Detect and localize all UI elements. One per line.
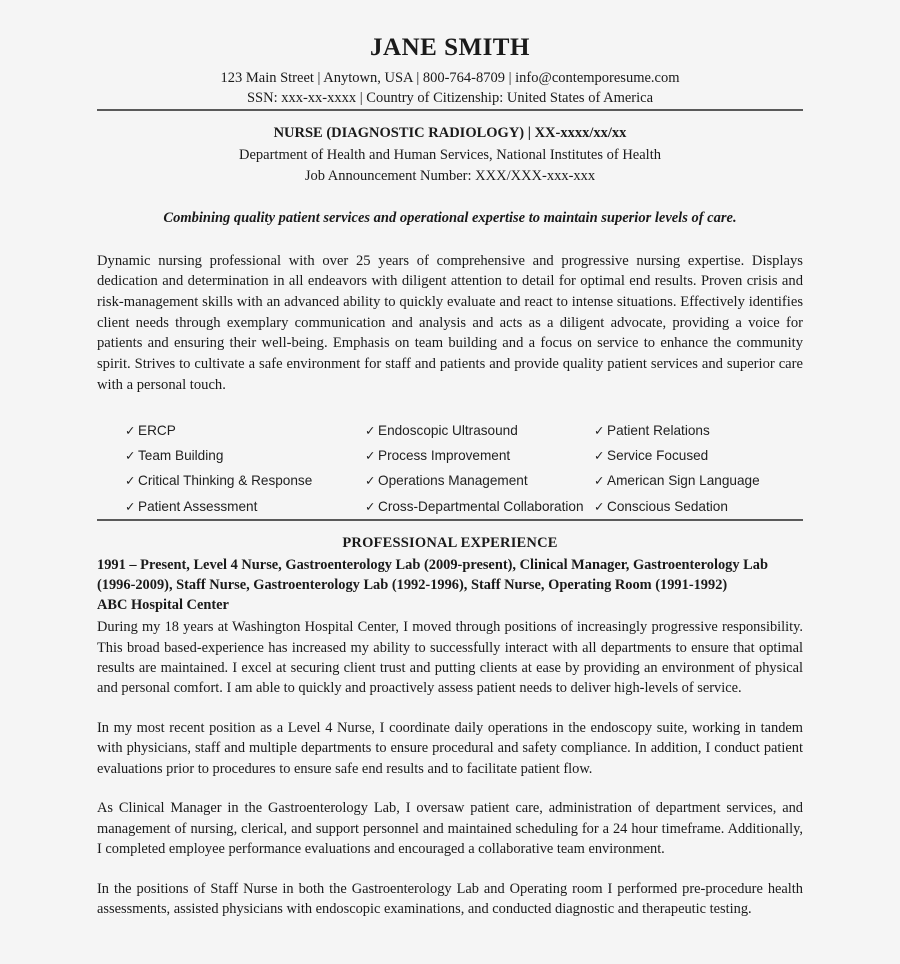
skill-label: ERCP — [138, 422, 176, 438]
checkmark-icon: ✓ — [365, 473, 376, 489]
experience-paragraph-2: In my most recent position as a Level 4 Nurse, I coordinate daily operations in the endoscopy suite, working in tandem with physicians, staff and multiple departments to ensure procedural and safety compliance. In addition, I conduct patient evaluations prior to procedures to ensure safe end results and to facilitate patient flow. — [97, 719, 803, 777]
experience-paragraph-4: In the positions of Staff Nurse in both the Gastroenterology Lab and Operating room I performed pre-procedure health assessments, assisted physicians with endoscopic examinations, and conducted diagnostic and therapeutic testing. — [97, 880, 803, 918]
skill-label: Endoscopic Ultrasound — [378, 422, 518, 438]
contact-line-ssn: SSN: xxx-xx-xxxx | Country of Citizenship: United States of America — [246, 90, 654, 107]
experience-paragraph-3: As Clinical Manager in the Gastroenterology Lab, I oversaw patient care, administration of department services, and management of nursing, clerical, and support personnel and maintained scheduling for a 24 hour timeframe. Additionally, I completed employee performance evaluations and encouraged a collaborative team environment. — [97, 800, 803, 858]
checkmark-icon: ✓ — [594, 498, 605, 514]
checkmark-icon: ✓ — [125, 447, 136, 463]
skill-item — [125, 468, 365, 493]
skill-item — [125, 494, 365, 519]
skill-item — [365, 443, 594, 468]
skill-label: Patient Assessment — [138, 498, 258, 514]
posting-announcement-number: Job Announcement Number: XXX/XXX-xxx-xxx — [304, 167, 596, 184]
skill-item — [365, 494, 594, 519]
skill-item — [365, 468, 594, 493]
skill-item — [594, 468, 803, 493]
skill-item — [594, 418, 803, 443]
professional-summary: Dynamic nursing professional with over 25 years of comprehensive and progressive nursing expertise. Displays dedication and determination in all endeavors with diligent attention to detail for optimal end results. Proven crisis and risk-management skills with an advanced ability to quickly evaluate and react to intense situations. Effectively identifies client needs through exemplary communication and analysis and acts as a diligent advocate, providing a voice for patients and ensuring their well-being. Emphasis on team building and a focus on service to enhance the community spirit. Strives to cultivate a safe environment for staff and patients and provide quality patient services and superior care with a personal touch. — [97, 252, 803, 393]
skill-label: Operations Management — [378, 473, 528, 489]
candidate-name: JANE SMITH — [370, 34, 530, 61]
job-title-history: 1991 – Present, Level 4 Nurse, Gastroenterology Lab (2009-present), Clinical Manager, Gastroenterology Lab (1996-2009), Staff Nurse, Gastroenterology Lab (1992-1996), Staff Nurse, Operating Room (1991-1992) — [97, 556, 768, 593]
skill-label: Conscious Sedation — [607, 498, 728, 514]
skill-item — [594, 443, 803, 468]
contact-line-address: 123 Main Street | Anytown, USA | 800-764-8709 | info@contemporesume.com — [220, 69, 680, 86]
skill-label: Critical Thinking & Response — [138, 473, 313, 489]
skill-label: Service Focused — [607, 447, 709, 463]
job-posting-block — [97, 111, 803, 187]
checkmark-icon: ✓ — [365, 447, 376, 463]
core-competencies-grid — [97, 396, 803, 519]
checkmark-icon: ✓ — [125, 498, 136, 514]
posting-department: Department of Health and Human Services, National Institutes of Health — [239, 146, 661, 163]
skill-label: Patient Relations — [607, 422, 710, 438]
skill-item — [365, 418, 594, 443]
checkmark-icon: ✓ — [594, 447, 605, 463]
skill-label: American Sign Language — [607, 473, 760, 489]
experience-paragraph-1: During my 18 years at Washington Hospital Center, I moved through positions of increasingly progressive responsibility. This broad based-experience has increased my ability to successfully interact with all departments to ensure that optimal results are maintained. I excel at securing client trust and putting clients at ease by providing an environment of physical and personal comfort. I am able to quickly and proactively assess patient needs to deliver high-levels of service. — [97, 619, 803, 697]
checkmark-icon: ✓ — [125, 422, 136, 438]
checkmark-icon: ✓ — [594, 422, 605, 438]
checkmark-icon: ✓ — [365, 422, 376, 438]
skill-label: Team Building — [138, 447, 224, 463]
employer-name: ABC Hospital Center — [97, 596, 229, 613]
skill-item — [125, 418, 365, 443]
skill-label: Process Improvement — [378, 447, 511, 463]
checkmark-icon: ✓ — [594, 473, 605, 489]
skill-item — [594, 494, 803, 519]
section-heading-experience: PROFESSIONAL EXPERIENCE — [342, 534, 558, 551]
posting-title: NURSE (DIAGNOSTIC RADIOLOGY) | XX-xxxx/xx/xx — [273, 124, 627, 141]
professional-tagline: Combining quality patient services and operational expertise to maintain superior levels of care. — [163, 210, 737, 227]
skill-label: Cross-Departmental Collaboration — [378, 498, 584, 514]
skill-item — [125, 443, 365, 468]
checkmark-icon: ✓ — [125, 473, 136, 489]
checkmark-icon: ✓ — [365, 498, 376, 514]
